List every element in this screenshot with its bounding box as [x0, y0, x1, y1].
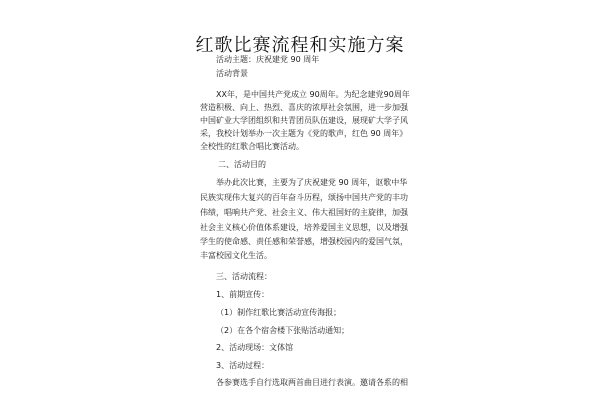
background-heading: 活动背景: [216, 69, 248, 78]
purpose-paragraph-line: 伟绩，唱响共产党、社会主义、伟大祖国好的主旋律，加强: [200, 208, 408, 217]
background-paragraph-line: 营造积极、向上、热烈、喜庆的浓厚社会氛围，进一步加强: [200, 103, 408, 112]
step-process-heading: 3、活动过程：: [216, 361, 270, 370]
purpose-paragraph-line: 举办此次比赛，主要为了庆祝建党 90 周年，讴歌中华: [216, 178, 408, 187]
section-purpose-heading: 二、活动目的: [218, 160, 266, 169]
purpose-paragraph-line: 学生的使命感、责任感和荣誉感，增强校园内的爱国气氛，: [200, 237, 408, 246]
section-process-heading: 三、活动流程：: [216, 272, 272, 281]
background-paragraph-line: 全校性的红歌合唱比赛活动。: [200, 142, 304, 151]
purpose-paragraph-line: 丰富校园文化生活。: [200, 251, 272, 260]
background-paragraph-line: 采，我校计划举办一次主题为《党的歌声，红色 90 周年》: [200, 129, 408, 138]
document-title: 红歌比赛流程和实施方案: [195, 35, 405, 56]
background-paragraph-line: XX年，是中国共产党成立 90周年。为纪念建党90周年: [216, 90, 410, 99]
step-process-text: 各参赛选手自行选取两首曲目进行表演。邀请各系的相: [216, 378, 408, 387]
step-publicity-heading: 1、前期宣传：: [216, 290, 270, 299]
purpose-paragraph-line: 民族实现伟大复兴的百年奋斗历程，颂扬中国共产党的丰功: [200, 193, 408, 202]
activity-theme-line: 活动主题：庆祝建党 90 周年: [216, 55, 320, 64]
step-publicity-item: （1）制作红歌比赛活动宣传海报；: [216, 308, 342, 317]
step-publicity-item: （2）在各个宿舍楼下张贴活动通知；: [216, 326, 350, 335]
step-venue: 2、活动现场：文体馆: [216, 343, 294, 352]
background-paragraph-line: 中国矿业大学团组织和共青团员队伍建设，展现矿大学子风: [200, 116, 408, 125]
purpose-paragraph-line: 社会主义核心价值体系建设，培养爱国主义思想，以及增强: [200, 223, 408, 232]
